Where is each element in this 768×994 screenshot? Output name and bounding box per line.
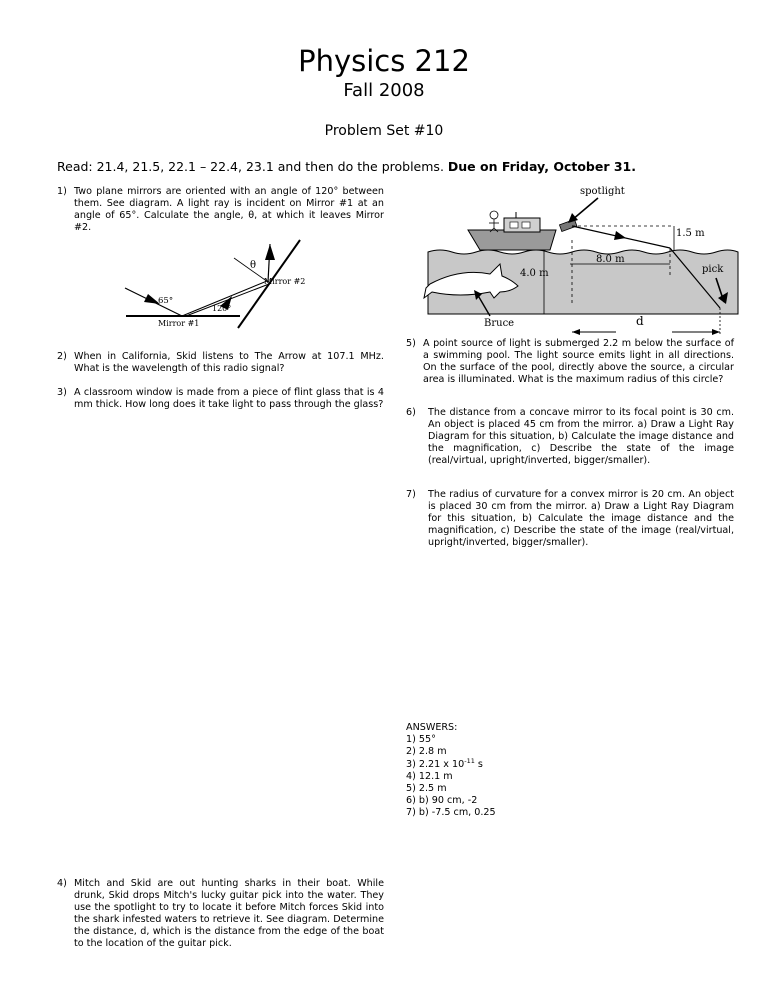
answer-6: 6) b) 90 cm, -2 <box>406 795 478 807</box>
problem-5 <box>406 338 734 386</box>
problem-3 <box>57 387 384 411</box>
height-label: 1.5 m <box>676 228 705 239</box>
problem-number: 4) <box>57 878 67 889</box>
problem-7 <box>406 489 734 549</box>
pick-label: pick <box>702 264 724 275</box>
problem-text: A point source of light is submerged 2.2 m below the surface of a swimming pool. The light source emits light in all directions. On the surface of the pool, directly above the source, a circular area is illuminated. What is the maximum radius of this circle? <box>423 338 734 385</box>
shark-label: Bruce <box>484 318 515 329</box>
width-label: 8.0 m <box>596 254 625 265</box>
due-date: Due on Friday, October 31. <box>447 159 636 174</box>
answer-3 <box>406 756 496 771</box>
answers-heading: ANSWERS: <box>406 722 458 733</box>
answers-block <box>406 722 496 820</box>
page-title: Physics 212 <box>298 44 470 78</box>
answer-2: 2) 2.8 m <box>406 746 447 758</box>
problem-number: 2) <box>57 351 67 362</box>
term-subtitle: Fall 2008 <box>343 80 425 101</box>
mirror-2-label: Mirror #2 <box>264 277 306 286</box>
problem-text: The radius of curvature for a convex mirror is 20 cm. An object is placed 30 cm from the mirror. a) Draw a Light Ray Diagram for this situation, b) Calculate the image distance and the magnification, c) Describe the state of the image (real/virtual, upright/inverted, bigger/smaller). <box>428 489 734 548</box>
angle-in-label: 65° <box>158 296 174 306</box>
problem-1 <box>57 186 384 234</box>
problem-number: 6) <box>406 407 416 418</box>
problem-number: 5) <box>406 338 416 349</box>
problem-4 <box>57 878 384 950</box>
angle-between-label: 120° <box>212 304 232 313</box>
problem-number: 7) <box>406 489 416 500</box>
theta-label: θ <box>250 260 257 271</box>
mirror-1-label: Mirror #1 <box>158 319 200 328</box>
problem-text: When in California, Skid listens to The Arrow at 107.1 MHz. What is the wavelength of this radio signal? <box>74 351 384 374</box>
reading-line <box>57 159 636 174</box>
distance-label: d <box>636 314 644 328</box>
problem-text: A classroom window is made from a piece of flint glass that is 4 mm thick. How long does it take light to pass through the glass? <box>74 387 384 410</box>
shark-diagram <box>420 180 740 340</box>
person-icon <box>490 211 498 219</box>
spotlight-label: spotlight <box>580 186 625 197</box>
answer-1: 1) 55° <box>406 734 436 746</box>
problem-set-heading: Problem Set #10 <box>324 123 444 139</box>
problem-text: The distance from a concave mirror to its focal point is 30 cm. An object is placed 45 cm from the mirror. a) Draw a Light Ray Diagram for this situation, b) Calculate the image distance and the magnification, c) Describe the state of the image (real/virtual, upright/inverted, bigger/smaller). <box>428 407 734 466</box>
problem-text: Mitch and Skid are out hunting sharks in their boat. While drunk, Skid drops Mitch's lucky guitar pick into the water. They use the spotlight to try to locate it before Mitch forces Skid into the shark infested waters to retrieve it. See diagram. Determine the distance, d, which is the distance from the edge of the boat to the location of the guitar pick. <box>74 878 384 949</box>
problem-number: 1) <box>57 186 67 197</box>
spotlight-icon <box>559 219 576 231</box>
problem-text: Two plane mirrors are oriented with an angle of 120° between them. See diagram. A light ray is incident on Mirror #1 at an angle of 65°. Calculate the angle, θ, at which it leaves Mirror #2. <box>74 186 384 233</box>
answer-3-unit: s <box>474 758 483 770</box>
answer-3-exponent: -11 <box>464 756 475 765</box>
answer-3-base: 3) 2.21 x 10 <box>406 758 465 770</box>
mirror-diagram <box>120 232 310 332</box>
problem-number: 3) <box>57 387 67 398</box>
depth-label: 4.0 m <box>520 268 549 279</box>
reading-assignment: Read: 21.4, 21.5, 22.1 – 22.4, 23.1 and then do the problems. <box>57 159 444 174</box>
outgoing-arrow <box>265 244 275 260</box>
problem-2 <box>57 351 384 375</box>
answer-7: 7) b) -7.5 cm, 0.25 <box>406 807 496 819</box>
boat-hull <box>468 230 556 250</box>
answer-4: 4) 12.1 m <box>406 770 453 782</box>
answer-5: 5) 2.5 m <box>406 783 447 795</box>
problem-6 <box>406 407 734 467</box>
